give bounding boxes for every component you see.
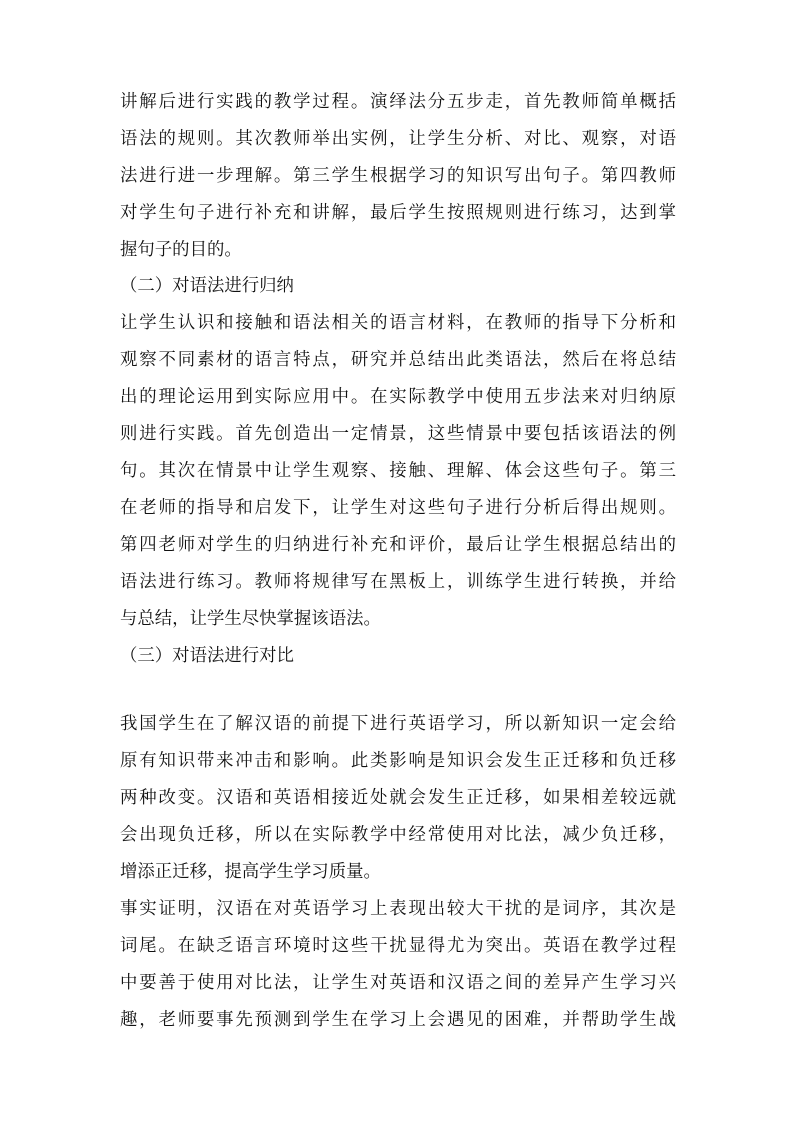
paragraph-2-line-3: 出的理论运用到实际应用中。在实际教学中使用五步法来对归纳原 [120,387,676,407]
paragraph-4-line-1: 事实证明，汉语在对英语学习上表现出较大干扰的是词序，其次是 [120,899,676,919]
paragraph-2-line-2: 观察不同素材的语言特点，研究并总结出此类语法，然后在将总结 [120,350,676,370]
paragraph-3-line-5: 增添正迁移，提高学生学习质量。 [120,862,381,882]
paragraph-3-line-4: 会出现负迁移，所以在实际教学中经常使用对比法，减少负迁移， [120,825,676,845]
paragraph-2-line-6: 在老师的指导和启发下，让学生对这些句子进行分析后得出规则。 [120,498,676,518]
section-heading-3: （三）对语法进行对比 [120,646,294,666]
paragraph-1-line-3: 法进行进一步理解。第三学生根据学习的知识写出句子。第四教师 [120,166,676,186]
paragraph-2-line-1: 让学生认识和接触和语法相关的语言材料，在教师的指导下分析和 [120,313,676,333]
paragraph-2-line-9: 与总结，让学生尽快掌握该语法。 [120,609,381,629]
paragraph-1-line-1: 讲解后进行实践的教学过程。演绎法分五步走，首先教师简单概括 [120,92,676,112]
paragraph-4-line-4: 趣，老师要事先预测到学生在学习上会遇见的困难，并帮助学生战 [120,1010,676,1030]
paragraph-1-line-5: 握句子的目的。 [120,240,242,260]
paragraph-3-line-3: 两种改变。汉语和英语相接近处就会发生正迁移，如果相差较远就 [120,788,676,808]
section-heading-2: （二）对语法进行归纳 [120,276,294,296]
paragraph-2-line-7: 第四老师对学生的归纳进行补充和评价，最后让学生根据总结出的 [120,535,676,555]
paragraph-4-line-3: 中要善于使用对比法，让学生对英语和汉语之间的差异产生学习兴 [120,973,676,993]
paragraph-1-line-4: 对学生句子进行补充和讲解，最后学生按照规则进行练习，达到掌 [120,203,676,223]
paragraph-2-line-4: 则进行实践。首先创造出一定情景，这些情景中要包括该语法的例 [120,424,676,444]
paragraph-2-line-8: 语法进行练习。教师将规律写在黑板上，训练学生进行转换，并给 [120,572,676,592]
paragraph-1-line-2: 语法的规则。其次教师举出实例，让学生分析、对比、观察，对语 [120,129,676,149]
paragraph-4-line-2: 词尾。在缺乏语言环境时这些干扰显得尤为突出。英语在教学过程 [120,936,676,956]
paragraph-3-line-1: 我国学生在了解汉语的前提下进行英语学习，所以新知识一定会给 [120,714,676,734]
paragraph-3-line-2: 原有知识带来冲击和影响。此类影响是知识会发生正迁移和负迁移 [120,751,676,771]
paragraph-2-line-5: 句。其次在情景中让学生观察、接触、理解、体会这些句子。第三 [120,461,676,481]
